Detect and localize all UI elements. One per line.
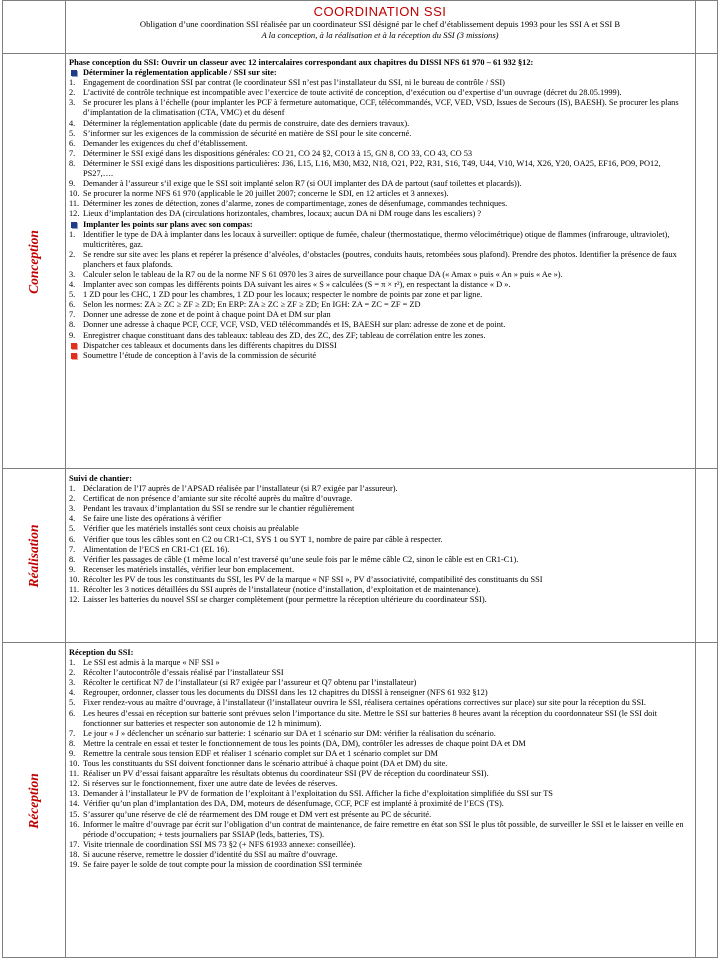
- coordination-sheet: [2, 0, 718, 958]
- conception-row: [3, 53, 717, 468]
- header-obligation-line: Obligation d’une coordination SSI réalisée par un coordinateur SSI désigné par le chef d’établissement depuis 1993 pour les SSI A et SSI B: [139, 19, 621, 29]
- list-item: 6. Selon les normes: ZA ≥ ZC ≥ ZF ≥ ZD; En ERP: ZA ≥ ZC ≥ ZF ≥ ZD; En IGH: ZA = ZC = ZF = ZD: [69, 300, 421, 310]
- list-item: 10. Récolter les PV de tous les constituants du SSI, les PV de la marque « NF SSI », PV d’associativité, compatibilité des constituants du SSI: [69, 574, 543, 584]
- reception-label-text: Réception: [26, 772, 41, 829]
- list-item: 10. Tous les constituants du SSI doivent fonctionner dans le scénario attribué à chaque point (DA et DM) du site.: [69, 759, 448, 769]
- list-item: 8. Vérifier les passages de câble (1 même local n’est traversé qu’une seule fois par le même câble C2, sinon le câble est en CR1-C1).: [69, 554, 519, 564]
- list-item: 12. Si réserves sur le fonctionnement, fixer une autre date de levées de réserves.: [69, 779, 338, 789]
- list-item: 12. Laisser les batteries du nouvel SSI se charger complètement (pour permettre la réception ultérieure du coordinateur SSI).: [69, 595, 487, 605]
- header-missions-line: A la conception, à la réalisation et à la réception du SSI (3 missions): [261, 30, 499, 40]
- header-row: [3, 1, 717, 53]
- list-item: 12. Lieux d’implantation des DA (circulations horizontales, chambres, locaux; aucun DA ni DM rouge dans les escaliers) ?: [69, 209, 482, 219]
- list-item: 4. Implanter avec son compas les différents points DA suivant les aires « S » calculées (S = π × r²), en respectant la distance « D ».: [69, 280, 511, 290]
- list-item: 2. Se rendre sur site avec les plans et repérer la présence d’alvéoles, d’obstacles (poutres, conduits hauts, retombées sous plafond). Prendre des photos. Identifier la présence de faux planchers et faux plafonds.: [69, 249, 677, 269]
- list-item: 17. Visite triennale de coordination SSI MS 73 §2 (+ NFS 61933 annexe: conseillée).: [69, 839, 356, 849]
- realisation-label-text: Réalisation: [26, 524, 41, 588]
- list-item: 9. Demander à l’assureur s’il exige que le SSI soit implanté selon R7 (si OUI implanter des DA de partout (sauf toilettes et placards)).: [69, 179, 522, 189]
- square-bullet-icon: [71, 222, 77, 228]
- list-item: 19. Se faire payer le solde de tout compte pour la mission de coordination SSI terminée: [69, 859, 362, 869]
- reception-lead: Réception du SSI:: [69, 648, 134, 657]
- list-item: 2. Certificat de non présence d’amiante sur site récolté auprès du maître d’ouvrage.: [69, 494, 353, 504]
- list-item: 9. Remettre la centrale sous tension EDF et réaliser 1 scénario complet sur DA et 1 scénario complet sur DM: [69, 748, 438, 758]
- list-item: 1. Le SSI est admis à la marque « NF SSI »: [69, 658, 220, 668]
- conception-lead: Phase conception du SSI: Ouvrir un classeur avec 12 intercalaires correspondant aux chapitres du DISSI NFS 61 970 – 61 932 §12:: [69, 58, 534, 67]
- conception-bullet-regulation: Déterminer la réglementation applicable / SSI sur site:: [69, 68, 691, 78]
- list-item: 8. Donner une adresse à chaque PCF, CCF, VCF, VSD, VED télécommandés et IS, BAESH sur plan: adresse de zone et de point.: [69, 320, 506, 330]
- conception-label-text: Conception: [26, 229, 41, 294]
- realisation-row: [3, 468, 717, 642]
- list-item: 5. S’informer sur les exigences de la commission de sécurité en matière de SSI pour le site concerné.: [69, 128, 412, 138]
- list-item: 1. Engagement de coordination SSI par contrat (le coordinateur SSI n’est pas l’installateur du SSI, ni le bureau de contrôle / SSI): [69, 78, 505, 88]
- list-item: 14. Vérifier qu’un plan d’implantation des DA, DM, moteurs de désenfumage, CCF, PCF est implanté à proximité de l’ECS (TS).: [69, 799, 504, 809]
- list-item: 6. Les heures d’essai en réception sur batterie sont prévues selon l’importance du site. Mettre le SSI sur batteries 8 heures avant la réception du coordonnateur SSI (le SSI doit fonctionner sur batteries et respecter son autonomie de 12 h minimum).: [69, 708, 657, 728]
- list-item: 13. Demander à l’installateur le PV de formation de l’exploitant à l’exploitation du SSI. Afficher la fiche d’exploitation simplifiée du SSI sur TS: [69, 789, 553, 799]
- list-item: 9. Enregistrer chaque constituant dans des tableaux: tableau des ZD, des ZC, des ZF; tableau de corrélation entre les zones.: [69, 330, 486, 340]
- list-item: 7. Alimentation de l’ECS en CR1-C1 (EL 16).: [69, 544, 230, 554]
- list-item: 9. Recenser les matériels installés, vérifier leur bon emplacement.: [69, 564, 295, 574]
- reception-row: [3, 642, 717, 957]
- list-item: 3. Récolter le certificat N7 de l’installateur (si R7 exigée par l’assureur et Q7 obtenu par l’installateur): [69, 678, 417, 688]
- list-item: 18. Si aucune réserve, remettre le dossier d’identité du SSI au maître d’ouvrage.: [69, 849, 338, 859]
- square-bullet-icon: [71, 343, 77, 349]
- realisation-content: [69, 474, 691, 605]
- list-item: 6. Vérifier que tous les câbles sont en C2 ou CR1-C1, SYS 1 ou SYT 1, nombre de paire par câble à respecter.: [69, 534, 443, 544]
- list-item: 7. Donner une adresse de zone et de point à chaque point DA et DM sur plan: [69, 310, 331, 320]
- conception-list-2: [69, 230, 691, 341]
- realisation-lead: Suivi de chantier:: [69, 474, 133, 483]
- list-item: 7. Le jour « J » déclencher un scénario sur batterie: 1 scénario sur DA et 1 scénario sur DM: vérifier la réalisation du scénario.: [69, 728, 496, 738]
- list-item: 11. Récolter les 3 notices détaillées du SSI auprès de l’installateur (notice d’installation, d’exploitation et de maintenance).: [69, 585, 481, 595]
- document-header: [65, 5, 695, 41]
- list-item: 2. L’activité de contrôle technique est incompatible avec l’exercice de toute activité de conception, d’exécution ou d’expertise d’un ouvrage (décret du 28.05.1999).: [69, 88, 622, 98]
- document-title: COORDINATION SSI: [313, 4, 447, 19]
- list-item: 6. Demander les exigences du chef d’établissement.: [69, 138, 248, 148]
- realisation-label: [3, 469, 65, 643]
- list-item: 16. Informer le maître d’ouvrage par écrit sur l’obligation d’un contrat de maintenance, de faire remettre en état son SSI le plus tôt possible, de surveiller le SSI et le laisser en veille en période d’occupation; + tests journaliers par SSIAP (leds, batteries, TS).: [69, 819, 684, 839]
- list-item: 1. Déclaration de l’I7 auprès de l’APSAD réalisée par l’installateur (si R7 exigée par l’assureur).: [69, 484, 398, 494]
- list-item: 4. Regrouper, ordonner, classer tous les documents du DISSI dans les 12 chapitres du DISSI à renseigner (NFS 61 932 §12): [69, 688, 488, 698]
- conception-label: [3, 54, 65, 469]
- realisation-list: [69, 484, 691, 605]
- conception-content: [69, 58, 691, 361]
- reception-list: [69, 658, 691, 870]
- reception-label: [3, 643, 65, 958]
- list-item: 3. Se procurer les plans à l’échelle (pour implanter les PCF à fermeture automatique, CCF, télécommandés, VCF, VED, VSD, Issues de Secours (IS), BAESH). Se procurer les plans d’implantation de la climatisation (CTA, VMC) et du désenf: [69, 98, 679, 118]
- list-item: 5. Vérifier que les matériels installés sont ceux choisis au préalable: [69, 524, 299, 534]
- list-item: 4. Se faire une liste des opérations à vérifier: [69, 514, 222, 524]
- conception-bullet-submit: Soumettre l’étude de conception à l’avis de la commission de sécurité: [69, 351, 691, 361]
- list-item: 8. Mettre la centrale en essai et tester le fonctionnement de tous les points (DA, DM), contrôler les adresses de chaque point DA et DM: [69, 738, 526, 748]
- square-bullet-icon: [71, 70, 77, 76]
- list-item: 10. Se procurer la norme NFS 61 970 (applicable le 20 juillet 2007; concerne le SDI, en 12 articles et 3 annexes).: [69, 189, 449, 199]
- list-item: 15. S’assurer qu’une réserve de clé de réarmement des DM rouge et DM vert est présente au PC de sécurité.: [69, 809, 432, 819]
- conception-list-1: [69, 78, 691, 219]
- list-item: 11. Réaliser un PV d’essai faisant apparaître les résultats obtenus du coordinateur SSI (PV de réception du coordinateur SSI).: [69, 769, 489, 779]
- list-item: 5. Fixer rendez-vous au maître d’ouvrage, à l’installateur (l’installateur ouvrira le SSI, réalisera certaines opérations correctives sur place) sur site pour la réception du SSI.: [69, 698, 646, 708]
- list-item: 11. Déterminer les zones de détection, zones d’alarme, zones de compartimentage, zones de désenfumage, commandes techniques.: [69, 199, 508, 209]
- list-item: 2. Récolter l’autocontrôle d’essais réalisé par l’installateur SSI: [69, 668, 284, 678]
- list-item: 3. Calculer selon le tableau de la R7 ou de la norme NF S 61 0970 les 3 aires de surveillance pour chaque DA (« Amax » puis « An » puis « Ae »).: [69, 269, 563, 279]
- list-item: 3. Pendant les travaux d’implantation du SSI se rendre sur le chantier régulièrement: [69, 504, 355, 514]
- list-item: 1. Identifier le type de DA à implanter dans les locaux à surveiller: optique de fumée, chaleur (thermostatique, thermo vélocimétrique) otique de flammes (infrarouge, ultraviolet), multicritères, gaz.: [69, 229, 670, 249]
- square-bullet-icon: [71, 353, 77, 359]
- list-item: 4. Déterminer la réglementation applicable (date du permis de construire, date des derniers travaux).: [69, 118, 410, 128]
- list-item: 7. Déterminer le SSI exigé dans les dispositions générales: CO 21, CO 24 §2, CO13 à 15, GN 8, CO 33, CO 43, CO 53: [69, 148, 473, 158]
- reception-content: [69, 648, 691, 870]
- conception-bullet-dispatch: Dispatcher ces tableaux et documents dans les différents chapitres du DISSI: [69, 341, 691, 351]
- list-item: 5. 1 ZD pour les CHC, 1 ZD pour les chambres, 1 ZD pour les locaux; respecter le nombre de points par zone et par ligne.: [69, 290, 483, 300]
- conception-bullet-compass: Implanter les points sur plans avec son compas:: [69, 220, 691, 230]
- list-item: 8. Déterminer le SSI exigé dans les dispositions particulières: J36, L15, L16, M30, M32, N18, O21, P22, R31, S16, T49, U44, V10, W14, X26, Y20, OA25, EF16, PO9, PO12, PS27,….: [69, 158, 661, 179]
